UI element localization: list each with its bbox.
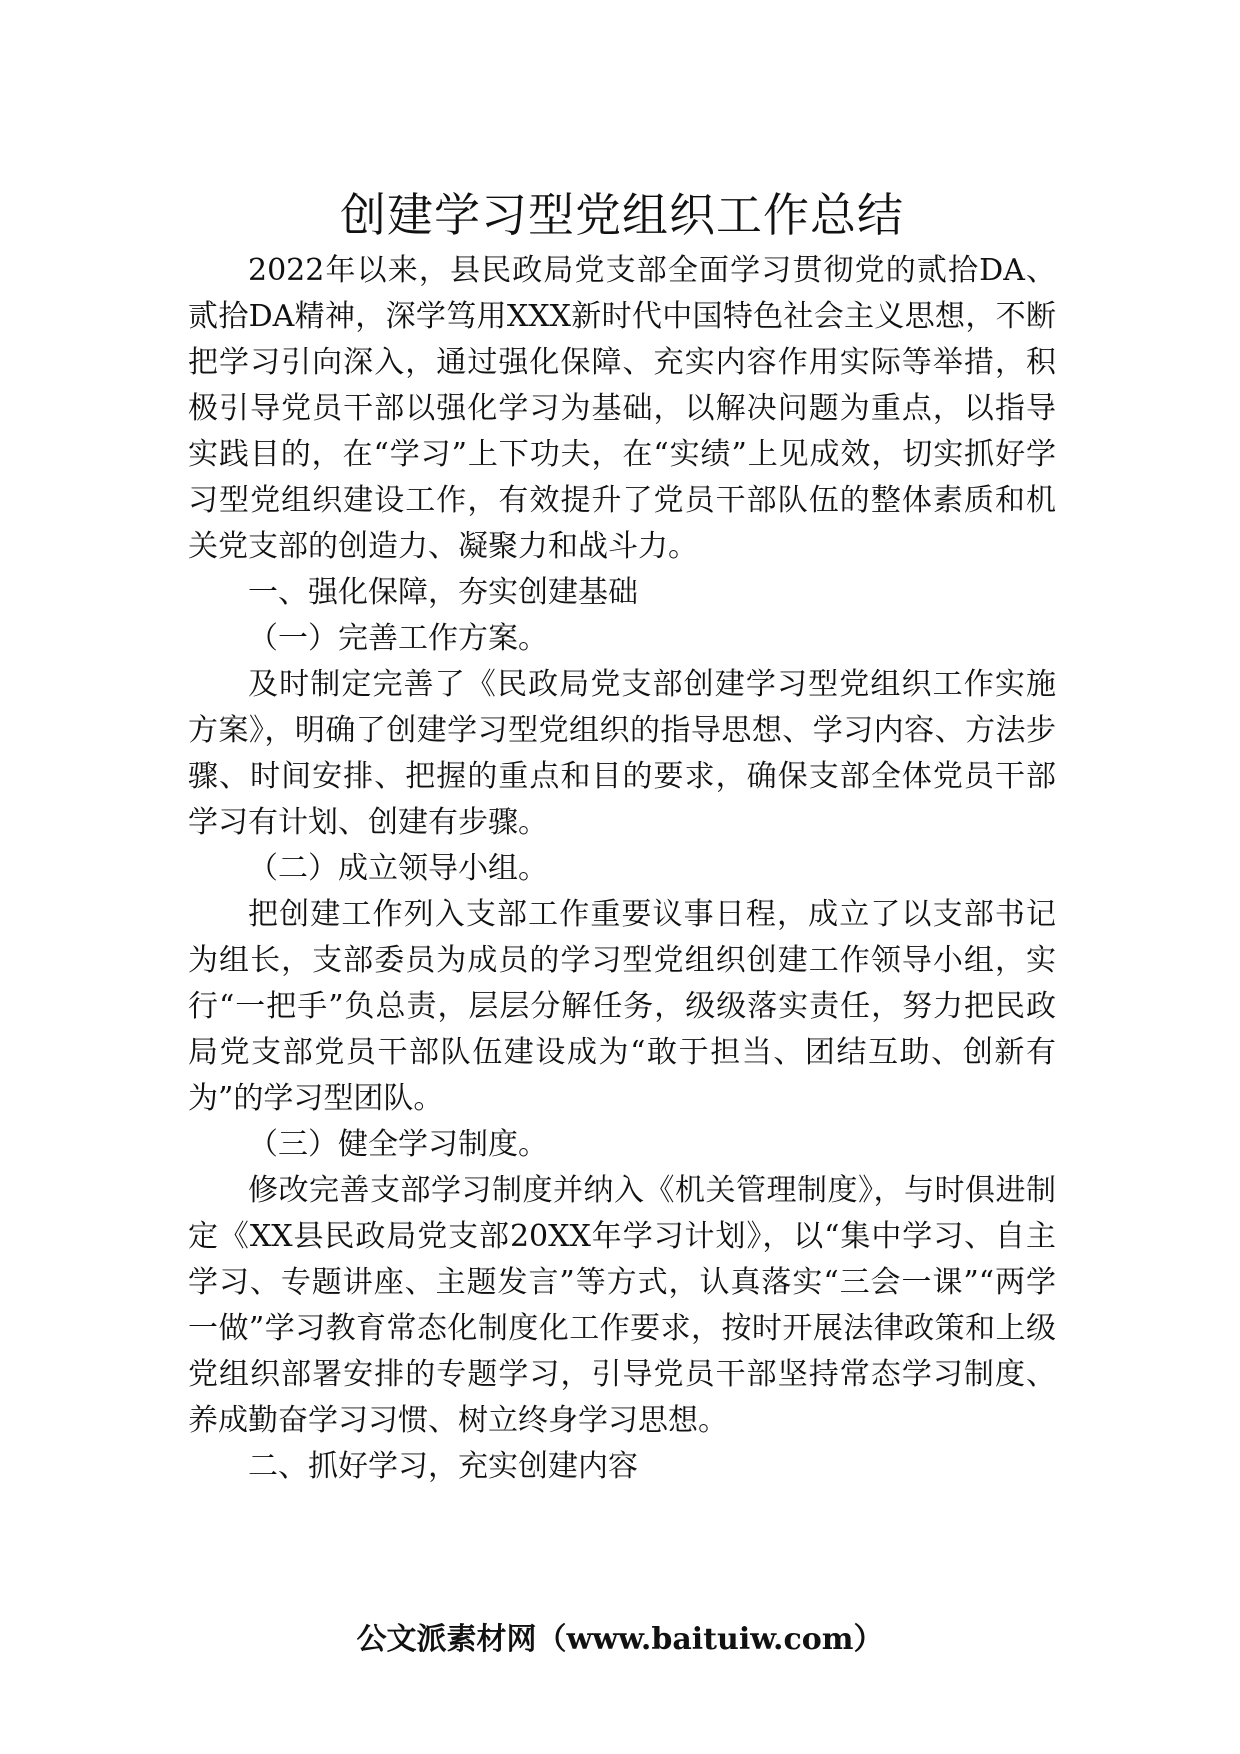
- paragraph-intro: 2022年以来，县民政局党支部全面学习贯彻党的贰拾DA、贰拾DA精神，深学笃用XXX新时代中国特色社会主义思想，不断把学习引向深入，通过强化保障、充实内容作用实际等举措，积极引导党员干部以强化学习为基础，以解决问题为重点，以指导实践目的，在“学习”上下功夫，在“实绩”上见成效，切实抓好学习型党组织建设工作，有效提升了党员干部队伍的整体素质和机关党支部的创造力、凝聚力和战斗力。: [188, 253, 1056, 564]
- section-heading-2: 二、抓好学习，充实创建内容: [248, 1449, 638, 1484]
- document-body: [188, 248, 1056, 1490]
- paragraph-work-plan: 及时制定完善了《民政局党支部创建学习型党组织工作实施方案》，明确了创建学习型党组织的指导思想、学习内容、方法步骤、时间安排、把握的重点和目的要求，确保支部全体党员干部学习有计划、创建有步骤。: [188, 667, 1056, 840]
- section-heading-1: 一、强化保障，夯实创建基础: [248, 575, 638, 610]
- document-page: [188, 184, 1056, 1490]
- paragraph-leading-group: 把创建工作列入支部工作重要议事日程，成立了以支部书记为组长，支部委员为成员的学习型党组织创建工作领导小组，实行“一把手”负总责，层层分解任务，级级落实责任，努力把民政局党支部党员干部队伍建设成为“敢于担当、团结互助、创新有为”的学习型团队。: [188, 897, 1056, 1116]
- paragraph-study-system: 修改完善支部学习制度并纳入《机关管理制度》，与时俱进制定《XX县民政局党支部20XX年学习计划》，以“集中学习、自主学习、专题讲座、主题发言”等方式，认真落实“三会一课”“两学一做”学习教育常态化制度化工作要求，按时开展法律政策和上级党组织部署安排的专题学习，引导党员干部坚持常态学习制度、养成勤奋学习习惯、树立终身学习思想。: [188, 1173, 1056, 1438]
- document-title: 创建学习型党组织工作总结: [340, 188, 904, 242]
- subsection-heading-2: （二）成立领导小组。: [248, 851, 548, 886]
- subsection-heading-3: （三）健全学习制度。: [248, 1127, 548, 1162]
- page-footer: 公文派素材网（www.baituiw.com）: [356, 1622, 884, 1657]
- subsection-heading-1: （一）完善工作方案。: [248, 621, 548, 656]
